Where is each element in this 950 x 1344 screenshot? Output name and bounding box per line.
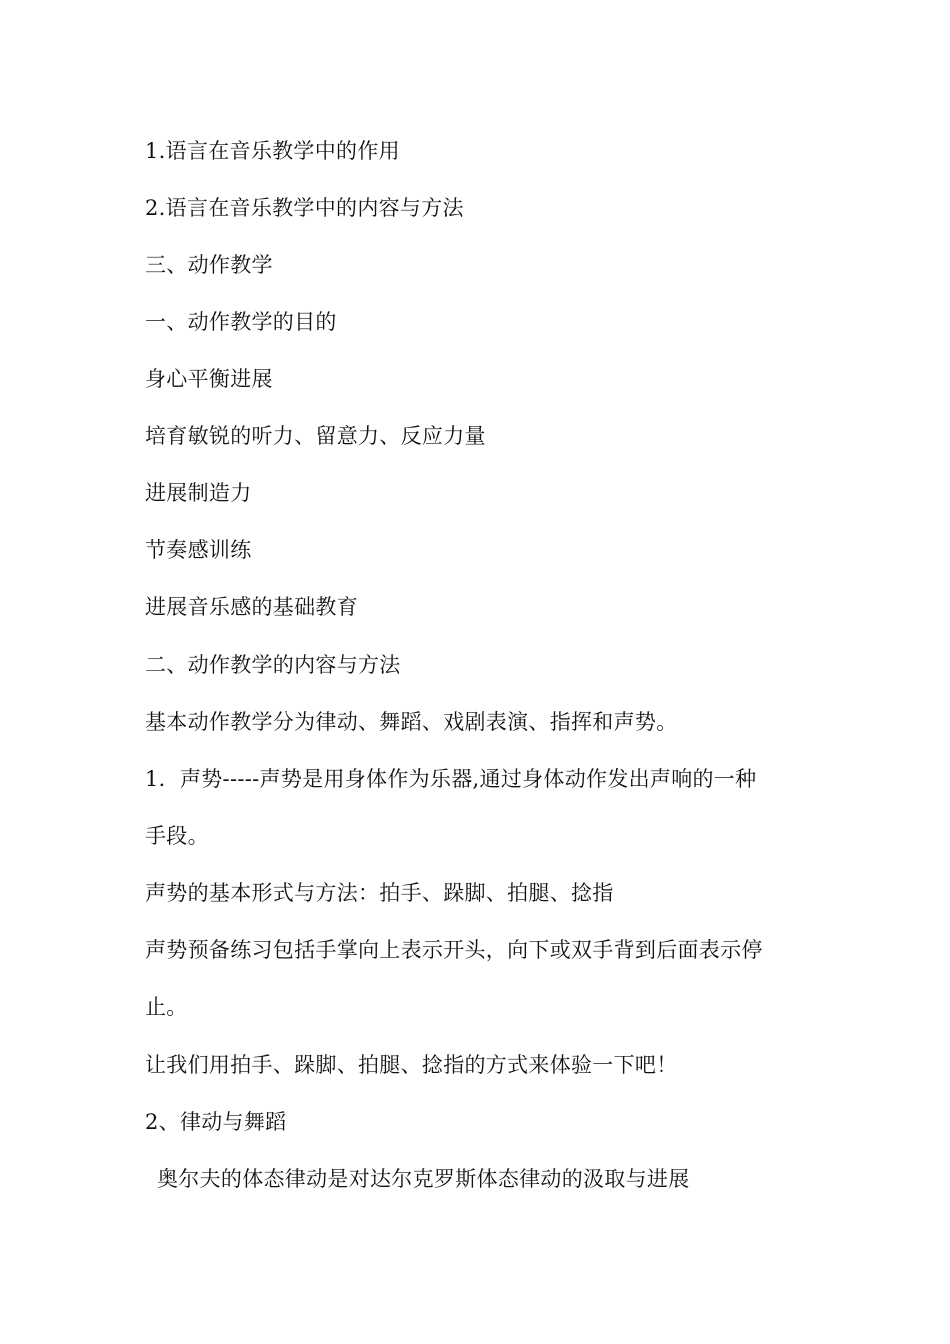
text-line: 基本动作教学分为律动、舞蹈、戏剧表演、指挥和声势。 [145, 710, 678, 734]
text-line: 进展制造力 [145, 481, 252, 505]
text-line: 1．声势-----声势是用身体作为乐器,通过身体动作发出声响的一种 [145, 767, 757, 791]
text-line: 声势的基本形式与方法：拍手、跺脚、拍腿、捻指 [145, 881, 614, 905]
text-line: 身心平衡进展 [145, 367, 273, 391]
text-line: 让我们用拍手、跺脚、拍腿、捻指的方式来体验一下吧！ [145, 1053, 678, 1077]
text-line: 奥尔夫的体态律动是对达尔克罗斯体态律动的汲取与进展 [157, 1167, 690, 1191]
text-line: 止。 [145, 995, 188, 1019]
text-line: 节奏感训练 [145, 538, 252, 562]
text-line: 1.语言在音乐教学中的作用 [145, 139, 400, 163]
text-line: 手段。 [145, 824, 209, 848]
text-line: 声势预备练习包括手掌向上表示开头，向下或双手背到后面表示停 [145, 938, 763, 962]
section-heading: 三、动作教学 [145, 253, 273, 277]
text-line: 培育敏锐的听力、留意力、反应力量 [145, 424, 486, 448]
text-line: 2.语言在音乐教学中的内容与方法 [145, 196, 464, 220]
subsection-heading: 一、动作教学的目的 [145, 310, 337, 334]
text-line: 进展音乐感的基础教育 [145, 595, 358, 619]
subsection-heading: 2、律动与舞蹈 [145, 1110, 287, 1134]
subsection-heading: 二、动作教学的内容与方法 [145, 653, 401, 677]
